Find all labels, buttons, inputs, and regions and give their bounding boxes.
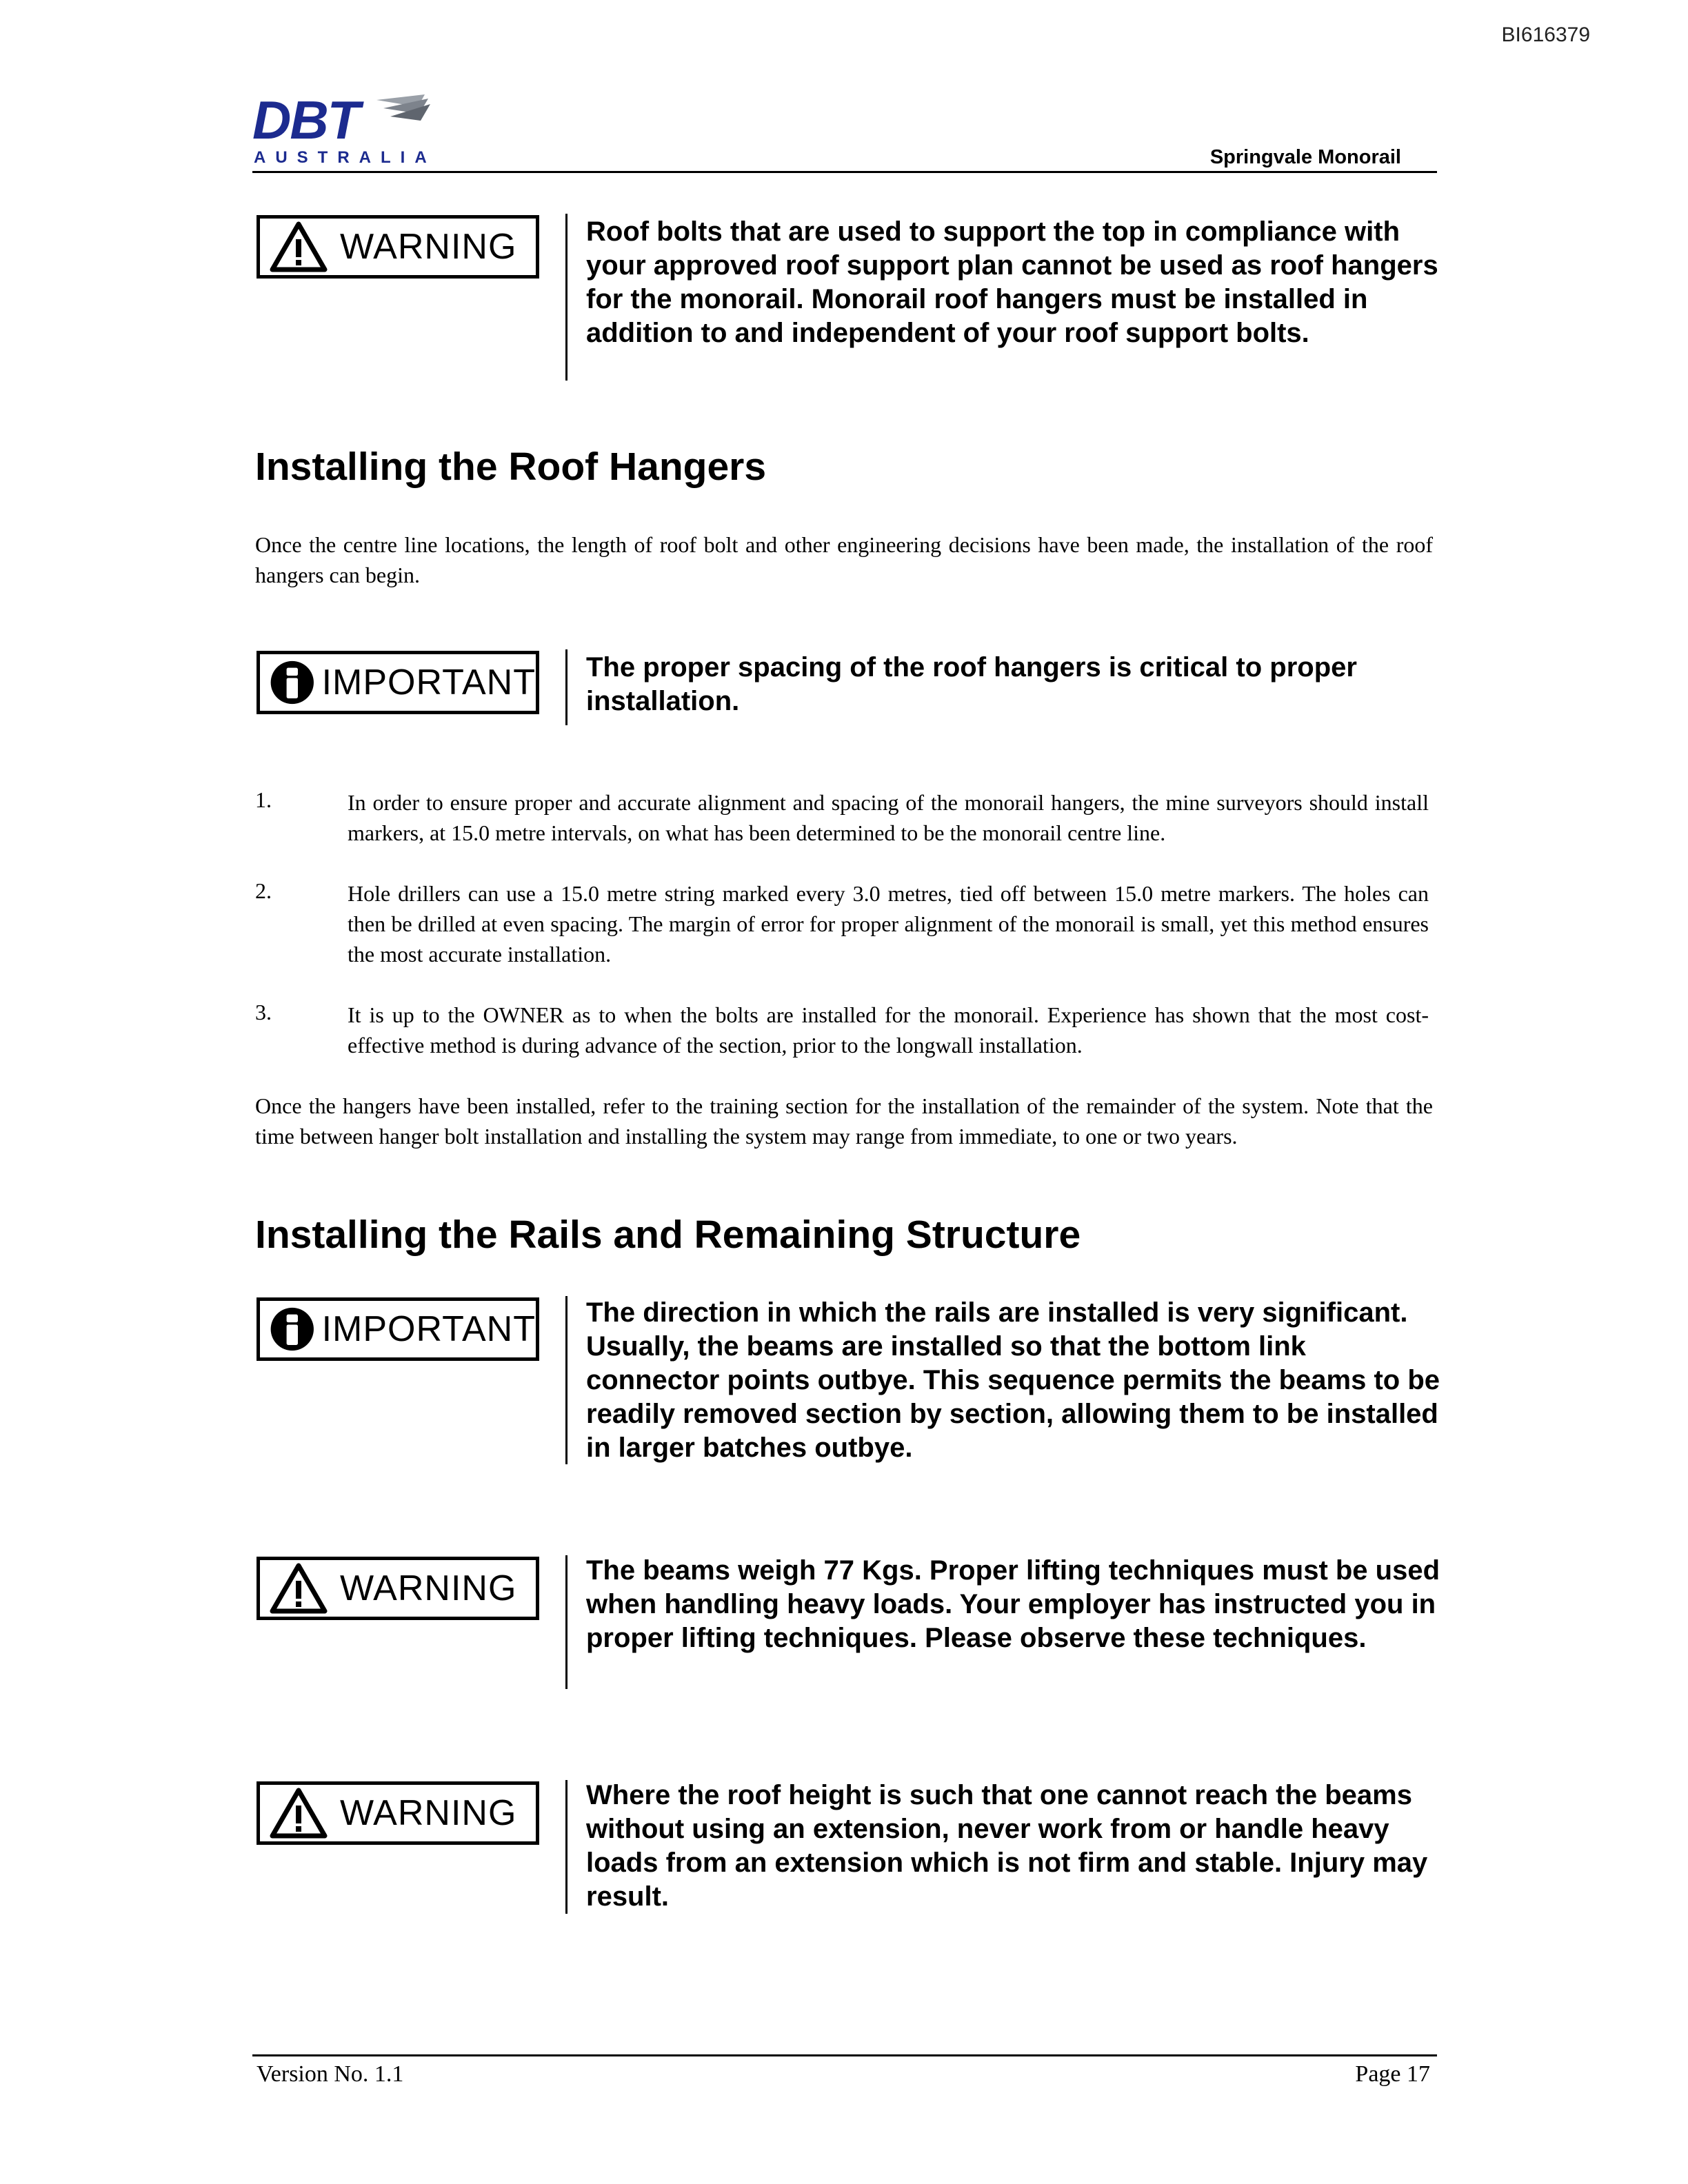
important-label: IMPORTANT [321, 1309, 536, 1349]
list-item: It is up to the OWNER as to when the bolts are installed for the monorail. Experience has shown that the most cost-effective method is during advance of the section, prior to the longwall installation. [348, 1002, 1429, 1058]
logo-swoosh-icon [370, 93, 432, 134]
document-id: BI616379 [1501, 23, 1590, 46]
important-badge [257, 651, 539, 714]
callout-divider [565, 649, 567, 725]
callout-divider [565, 1296, 567, 1464]
info-icon [270, 1302, 315, 1357]
warning-text: Roof bolts that are used to support the top in compliance with your approved roof support plan cannot be used as roof hangers for the monorail. Monorail roof hangers must be installed in addition to and independent of your roof support bolts. [586, 216, 1438, 348]
list-item: Hole drillers can use a 15.0 metre string marked every 3.0 metres, tied off between 15.0 metre markers. The holes can then be drilled at even spacing. The margin of error for proper alignment of the monorail is small, yet this method ensures the most accurate installation. [348, 881, 1429, 967]
warning-text: The beams weigh 77 Kgs. Proper lifting techniques must be used when handling heavy loads. Your employer has instructed you in proper lifting techniques. Please observe these techniques. [586, 1555, 1440, 1653]
footer-page-number: Page 17 [1355, 2061, 1430, 2087]
callout-divider [565, 1555, 567, 1689]
info-icon [270, 655, 315, 710]
callout-divider [565, 214, 567, 381]
logo-subtitle: AUSTRALIA [254, 148, 436, 167]
section-title: Installing the Rails and Remaining Structure [255, 1213, 1081, 1257]
warning-label: WARNING [340, 1568, 517, 1608]
important-badge [257, 1297, 539, 1361]
footer-version: Version No. 1.1 [257, 2061, 404, 2087]
footer-divider [252, 2054, 1437, 2056]
list-item-number: 1. [255, 787, 272, 812]
list-item: In order to ensure proper and accurate alignment and spacing of the monorail hangers, the mine surveyors should install markers, at 15.0 metre intervals, on what has been determined to be the monorail centre line. [348, 790, 1429, 845]
section-intro: Once the centre line locations, the length of roof bolt and other engineering decisions have been made, the installation of the roof hangers can begin. [255, 532, 1433, 587]
warning-triangle-icon [270, 1563, 328, 1614]
callout-divider [565, 1780, 567, 1914]
logo-wordmark: DBT [252, 90, 359, 150]
warning-triangle-icon [270, 221, 328, 272]
warning-text: Where the roof height is such that one cannot reach the beams without using an extension, never work from or handle heavy loads from an extension which is not firm and stable. Injury may result. [586, 1780, 1428, 1912]
section-title: Installing the Roof Hangers [255, 445, 767, 489]
important-label: IMPORTANT [321, 663, 536, 702]
warning-badge [257, 215, 539, 279]
section-outro: Once the hangers have been installed, refer to the training section for the installation of the remainder of the system. Note that the time between hanger bolt installation and installing the system may range from immediate, to one or two years. [255, 1093, 1433, 1149]
header-title: Springvale Monorail [1209, 146, 1401, 168]
list-item-number: 3. [255, 1000, 272, 1024]
list-item-number: 2. [255, 878, 272, 903]
warning-badge [257, 1781, 539, 1845]
warning-label: WARNING [340, 1793, 517, 1833]
warning-badge [257, 1557, 539, 1620]
warning-label: WARNING [340, 227, 517, 267]
warning-triangle-icon [270, 1788, 328, 1839]
dbt-logo [252, 90, 439, 169]
header-divider [252, 171, 1437, 173]
important-text: The proper spacing of the roof hangers is critical to proper installation. [586, 652, 1357, 716]
important-text: The direction in which the rails are installed is very significant. Usually, the beams are installed so that the bottom link connector points outbye. This sequence permits the beams to be readily removed section by section, allowing them to be installed in larger batches outbye. [586, 1297, 1440, 1463]
